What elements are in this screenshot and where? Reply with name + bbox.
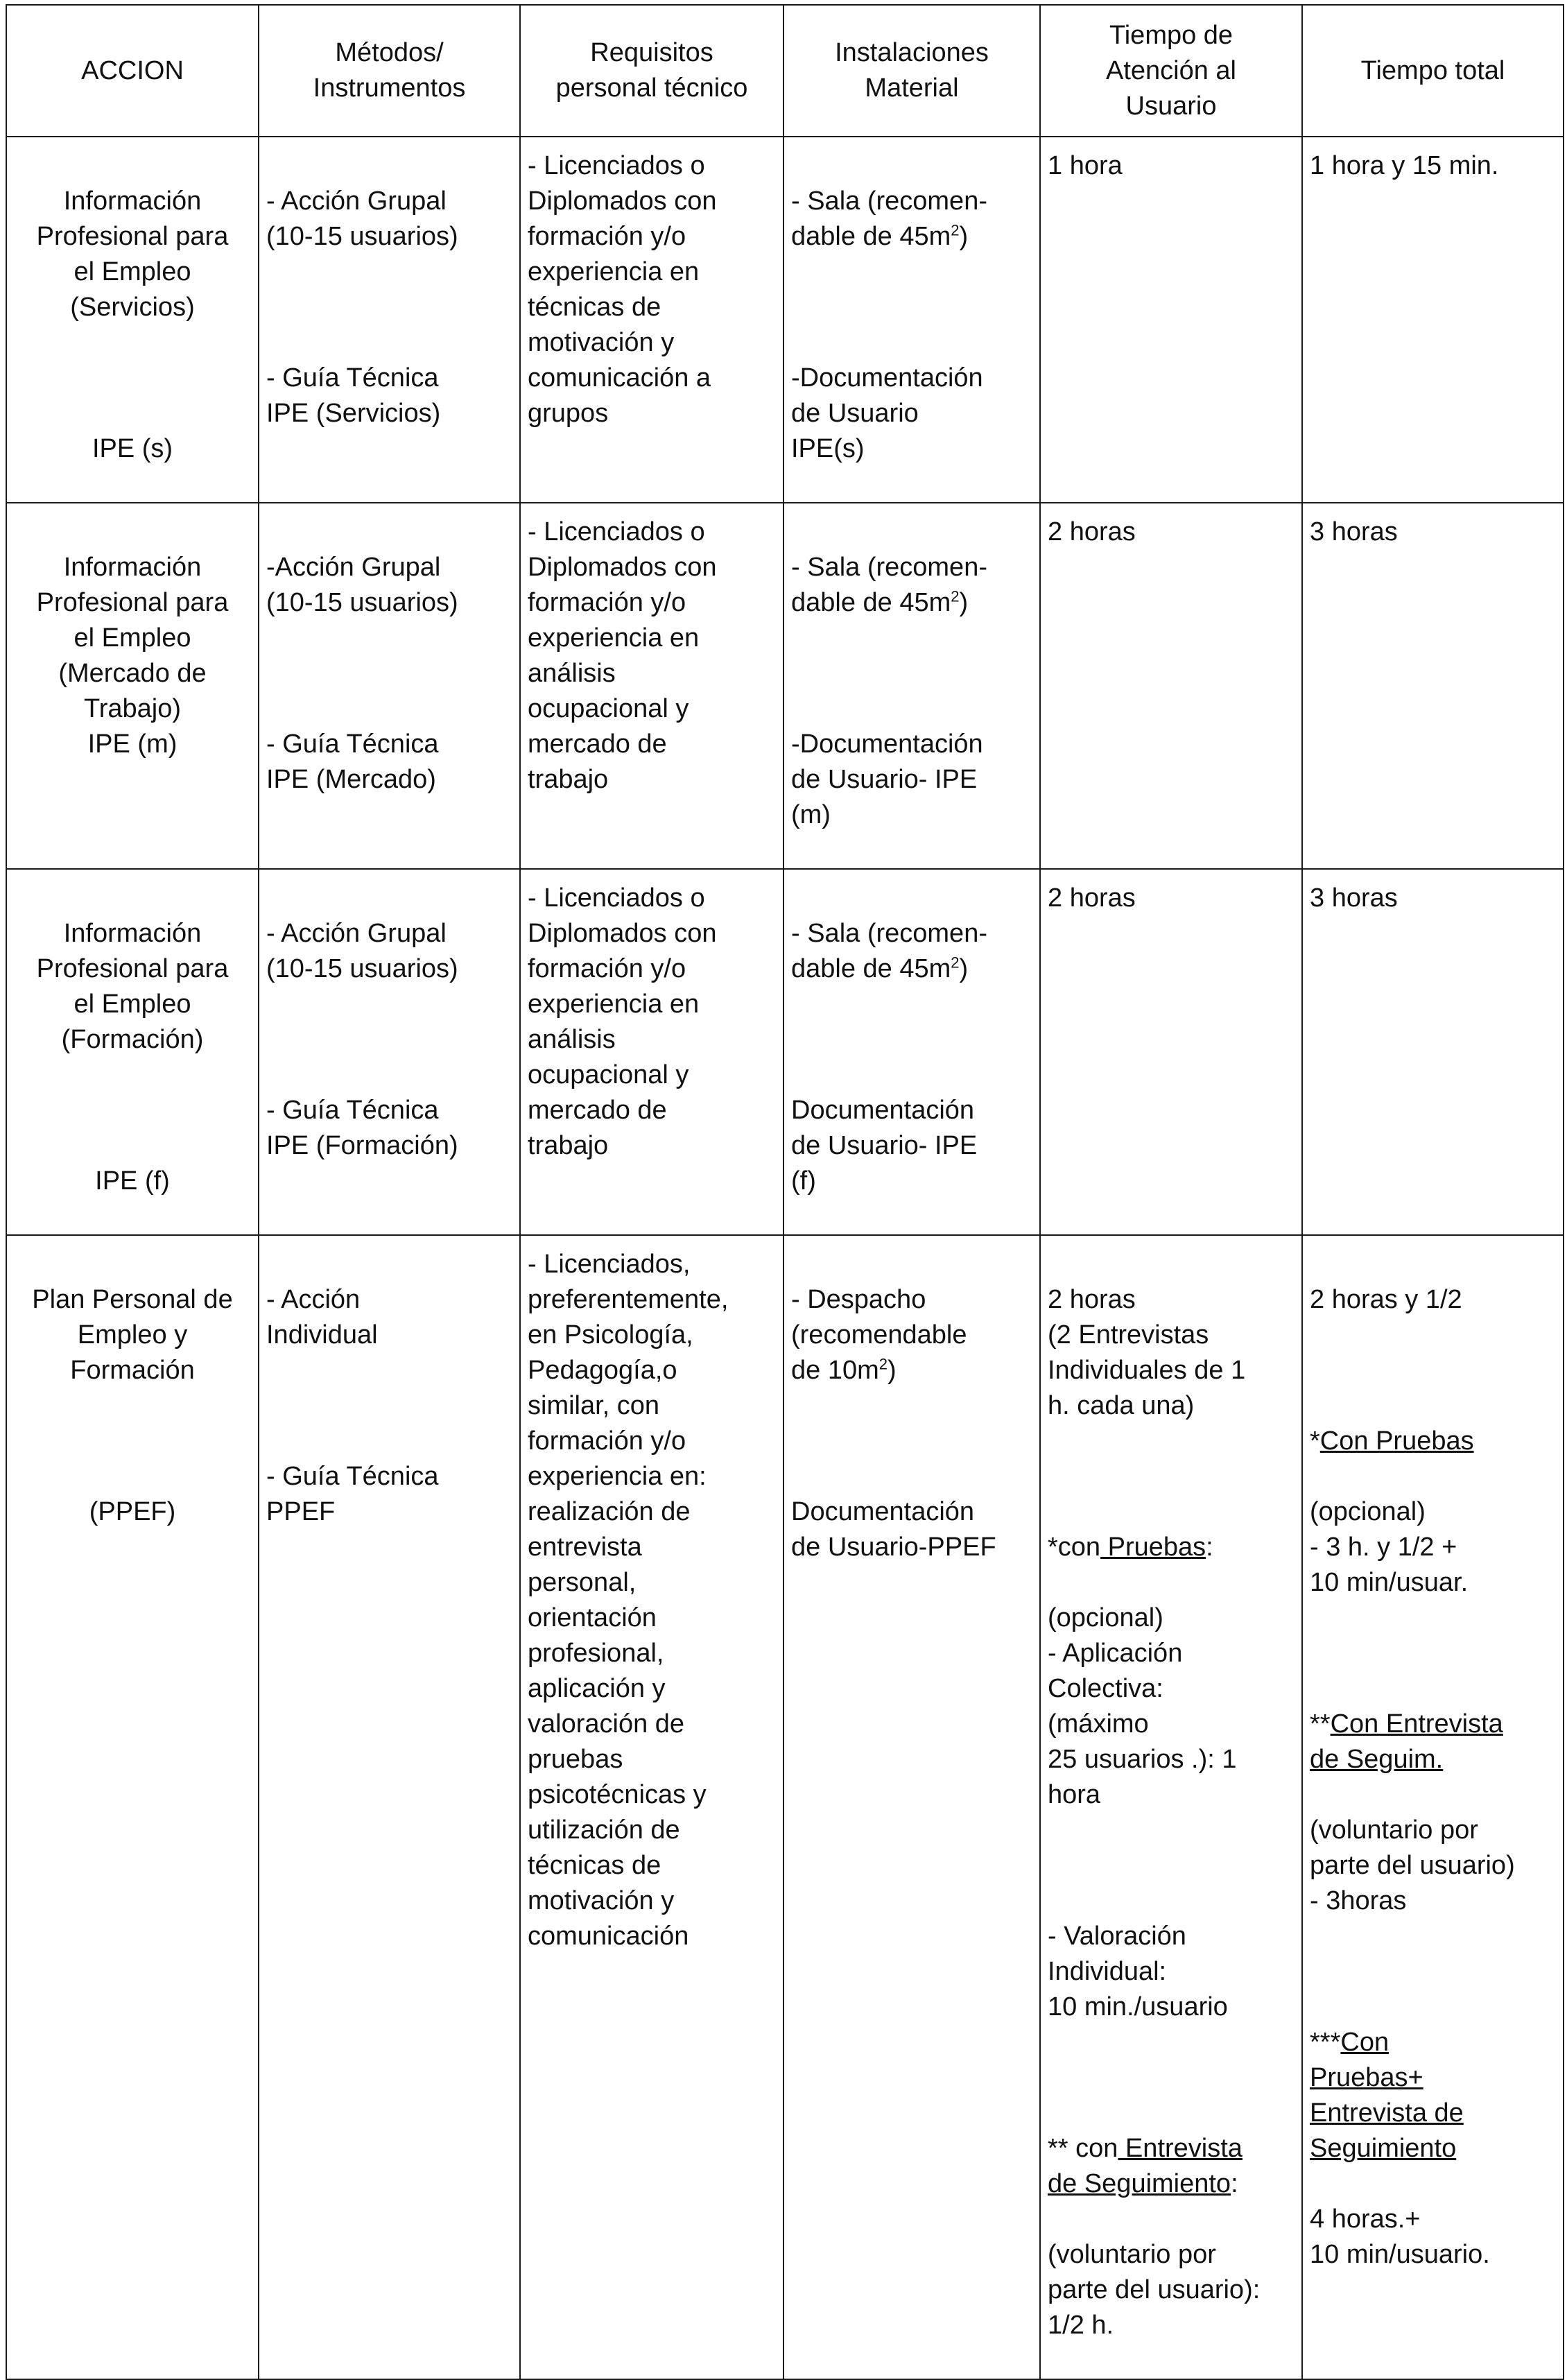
requisitos-cell: - Licenciados o Diplomados con formación y/o experiencia en análisis ocupacional y mercado de trabajo [520, 869, 784, 1235]
header-instalaciones: Instalaciones Material [784, 5, 1040, 137]
metodos-modality: - Acción Individual [266, 1285, 378, 1349]
accion-name: Información Profesional para el Empleo (Formación) [36, 919, 229, 1054]
header-requisitos: Requisitos personal técnico [520, 5, 784, 137]
instalaciones-cell [784, 503, 1040, 869]
atencion-entrevista-detail: (voluntario por parte del usuario): 1/2 h. [1048, 2240, 1261, 2340]
header-tiempo-total: Tiempo total [1302, 5, 1564, 137]
total-base: 2 horas y 1/2 [1310, 1285, 1462, 1314]
accion-cell [6, 503, 259, 869]
atencion-base: 2 horas (2 Entrevistas Individuales de 1 h. cada una) [1048, 1285, 1246, 1420]
header-accion: ACCION [6, 5, 259, 137]
instalaciones-docs: -Documentación de Usuario- IPE (m) [791, 730, 983, 829]
total-pruebas-detail: (opcional) - 3 h. y 1/2 + 10 min/usuar. [1310, 1497, 1469, 1597]
accion-code: IPE (s) [92, 434, 173, 463]
instalaciones-room: - Sala (recomen- dable de $45m^2$) [791, 553, 987, 617]
tiempo-atencion-cell: 2 horas [1040, 503, 1302, 869]
header-tiempo-atencion: Tiempo de Atención al Usuario [1040, 5, 1302, 137]
total-pruebas-title: *Con Pruebas [1310, 1426, 1474, 1456]
instalaciones-docs: Documentación de Usuario-PPEF [791, 1497, 996, 1562]
requisitos-cell: - Licenciados o Diplomados con formación y/o experiencia en análisis ocupacional y mercado de trabajo [520, 503, 784, 869]
atencion-valoracion: - Valoración Individual: 10 min./usuario [1048, 1922, 1228, 2021]
header-metodos: Métodos/ Instrumentos [259, 5, 520, 137]
tiempo-atencion-cell: 2 horas [1040, 869, 1302, 1235]
metodos-modality: -Acción Grupal (10-15 usuarios) [266, 553, 458, 617]
instalaciones-room: - Despacho (recomendable de $10m^2$) [791, 1285, 967, 1385]
total-entrevista-detail: (voluntario por parte del usuario) - 3horas [1310, 1816, 1515, 1915]
metodos-modality: - Acción Grupal (10-15 usuarios) [266, 187, 458, 251]
tiempo-total-cell [1302, 1235, 1564, 2379]
tiempo-atencion-cell: 1 hora [1040, 137, 1302, 503]
metodos-cell [259, 869, 520, 1235]
table-row [6, 869, 1564, 1235]
instalaciones-docs: -Documentación de Usuario IPE(s) [791, 363, 983, 463]
accion-name: Información Profesional para el Empleo (Servicios) [36, 187, 229, 322]
instalaciones-cell [784, 1235, 1040, 2379]
table-row [6, 503, 1564, 869]
instalaciones-cell [784, 869, 1040, 1235]
accion-cell [6, 869, 259, 1235]
metodos-guide: - Guía Técnica PPEF [266, 1462, 439, 1526]
accion-cell [6, 1235, 259, 2379]
atencion-pruebas-detail: (opcional) - Aplicación Colectiva: (máximo 25 usuarios .): 1 hora [1048, 1603, 1237, 1809]
accion-name: Plan Personal de Empleo y Formación [32, 1285, 233, 1385]
tiempo-atencion-cell [1040, 1235, 1302, 2379]
metodos-guide: - Guía Técnica IPE (Formación) [266, 1096, 458, 1160]
total-ambos-title: ***Con Pruebas+ Entrevista de Seguimiento [1310, 2028, 1464, 2163]
instalaciones-room: - Sala (recomen- dable de $45m^2$) [791, 919, 987, 983]
tiempo-total-cell: 3 horas [1302, 869, 1564, 1235]
atencion-entrevista-title: ** con Entrevista de Seguimiento: [1048, 2134, 1243, 2198]
accion-code: (PPEF) [89, 1497, 176, 1526]
accion-cell [6, 137, 259, 503]
metodos-guide: - Guía Técnica IPE (Servicios) [266, 363, 441, 428]
tiempo-total-cell: 3 horas [1302, 503, 1564, 869]
services-table [6, 4, 1564, 2380]
instalaciones-room: - Sala (recomen- dable de $45m^2$) [791, 187, 987, 251]
requisitos-cell: - Licenciados o Diplomados con formación y/o experiencia en técnicas de motivación y comunicación a grupos [520, 137, 784, 503]
table-row [6, 1235, 1564, 2379]
instalaciones-cell [784, 137, 1040, 503]
header-row [6, 5, 1564, 137]
requisitos-cell: - Licenciados, preferentemente, en Psicología, Pedagogía,o similar, con formación y/o experiencia en: realización de entrevista personal, orientación profesional, aplicación y valoración de pruebas psicotécnicas y utilización de técnicas de motivación y comunicación [520, 1235, 784, 2379]
total-entrevista-title: **Con Entrevista de Seguim. [1310, 1709, 1503, 1774]
accion-name: Información Profesional para el Empleo (Mercado de Trabajo) IPE (m) [36, 553, 229, 759]
metodos-modality: - Acción Grupal (10-15 usuarios) [266, 919, 458, 983]
metodos-guide: - Guía Técnica IPE (Mercado) [266, 730, 439, 794]
metodos-cell [259, 503, 520, 869]
metodos-cell [259, 1235, 520, 2379]
table-row [6, 137, 1564, 503]
tiempo-total-cell: 1 hora y 15 min. [1302, 137, 1564, 503]
atencion-pruebas-title: *con Pruebas: [1048, 1533, 1213, 1562]
accion-code: IPE (f) [95, 1166, 170, 1196]
total-ambos-detail: 4 horas.+ 10 min/usuario. [1310, 2205, 1490, 2269]
metodos-cell [259, 137, 520, 503]
instalaciones-docs: Documentación de Usuario- IPE (f) [791, 1096, 978, 1196]
